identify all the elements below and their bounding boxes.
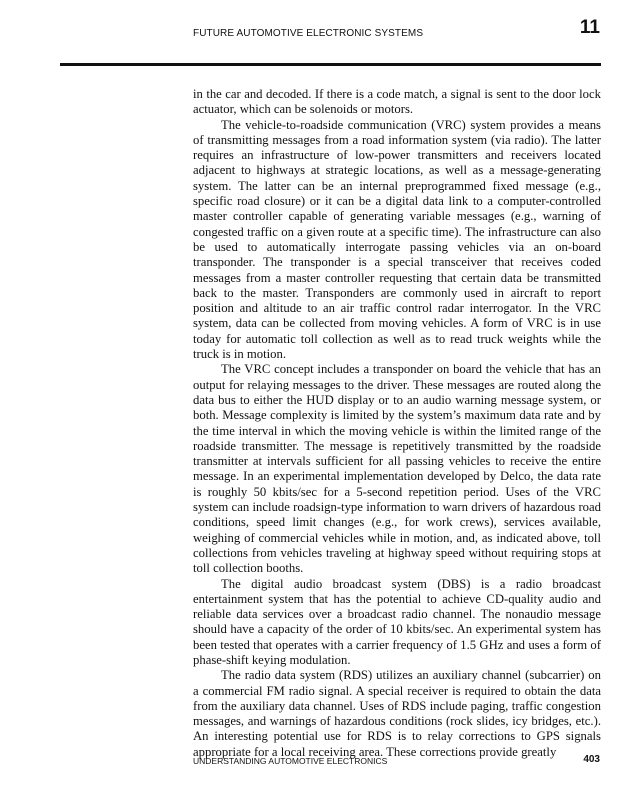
running-header-title: FUTURE AUTOMOTIVE ELECTRONIC SYSTEMS xyxy=(193,28,424,39)
paragraph-rds: The radio data system (RDS) utilizes an auxiliary channel (subcarrier) on a commercial FM radio signal. A special receiver is required to obtain the data from the auxiliary data channel. Uses of RDS include paging, traffic congestion messages, and warnings of hazardous conditions (rock slides, icy bridges, etc.). An interesting potential use for RDS is to relay corrections to GPS signals appropriate for a local receiving area. These corrections provide greatly xyxy=(193,668,601,759)
paragraph-vrc-concept: The VRC concept includes a transponder on board the vehicle that has an output for relaying messages to the driver. These messages are routed along the data bus to either the HUD display or to an audio warning message system, or both. Message complexity is limited by the system’s maximum data rate and by the time interval in which the moving vehicle is within the limited range of the roadside transmitter. The message is repetitively transmitted by the roadside transmitter at intervals sufficient for all passing vehicles to receive the entire message. In an experimental implementation developed by Delco, the data rate is roughly 50 kbits/sec for a 5-second repetition period. Uses of the VRC system can include roadsign-type information to warn drivers of hazardous road conditions, speed limit changes (e.g., for work crews), services available, weighing of commercial vehicles while in motion, and, as indicated above, toll collections from vehicles traveling at highway speed without requiring stops at toll collection booths. xyxy=(193,362,601,576)
paragraph-continued: in the car and decoded. If there is a code match, a signal is sent to the door lock actuator, which can be solenoids or motors. xyxy=(193,87,601,117)
chapter-number: 11 xyxy=(579,17,600,38)
paragraph-dbs: The digital audio broadcast system (DBS) is a radio broadcast entertainment system that has the potential to achieve CD-quality audio and reliable data services over a broadcast radio channel. The nonaudio message should have a capacity of the order of 10 kbits/sec. An experimental system has been tested that operates with a carrier frequency of 1.5 GHz and uses a form of phase-shift keying modulation. xyxy=(193,576,601,667)
page-number: 403 xyxy=(583,754,600,765)
paragraph-vrc-system: The vehicle-to-roadside communication (VRC) system provides a means of transmitting messages from a road information system (via radio). The latter requires an infrastructure of low-power transmitters and receivers located adjacent to highways at strategic locations, as well as a message-generating system. The latter can be an internal preprogrammed fixed message (e.g., specific road closure) or it can be a digital data link to a computer-controlled master controller capable of generating variable messages (e.g., warning of congested traffic on a given route at a specific time). The infrastructure can also be used to automatically interrogate passing vehicles via an on-board transponder. The transponder is a special transceiver that receives coded messages from a master controller requesting that certain data be transmitted back to the master. Transponders are commonly used in aircraft to report position and altitude to an air traffic control radar interrogator. In the VRC system, data can be collected from moving vehicles. A form of VRC is in use today for automatic toll collection as well as to read truck weights while the truck is in motion. xyxy=(193,117,601,362)
header-divider xyxy=(60,63,601,66)
body-text xyxy=(193,87,601,760)
running-footer-title: UNDERSTANDING AUTOMOTIVE ELECTRONICS xyxy=(193,756,388,766)
